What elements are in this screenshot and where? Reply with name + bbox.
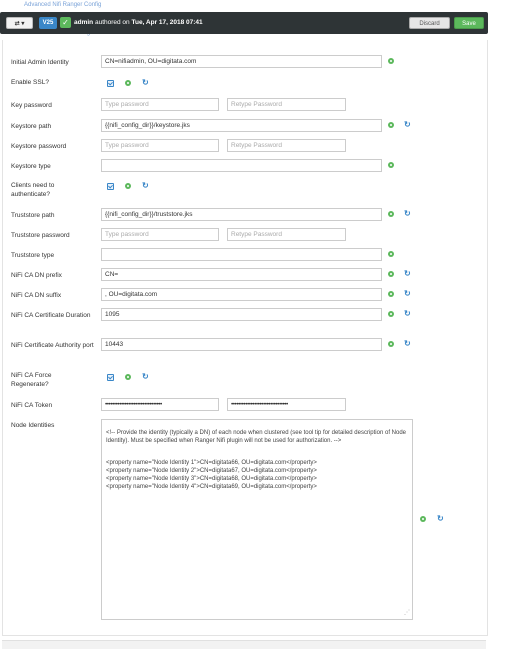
authored-on-text: authored on (94, 19, 130, 26)
version-author-info (74, 17, 203, 29)
keystore-path-input[interactable]: {{nifi_config_dir}}/keystore.jks (101, 119, 382, 132)
refresh-icon[interactable]: ↻ (404, 289, 411, 298)
add-property-icon[interactable] (388, 311, 394, 317)
node-identity-line: <property name="Node Identity 4">CN=digitata69, OU=digitata.com</property> (106, 484, 317, 490)
refresh-icon[interactable]: ↻ (404, 269, 411, 278)
initial-admin-identity-label: Initial Admin Identity (11, 59, 69, 66)
node-identity-line: <property name="Node Identity 2">CN=digitata67, OU=digitata.com</property> (106, 468, 317, 474)
key-password-input[interactable]: Type password (101, 98, 219, 111)
clients-authenticate-checkbox-icon[interactable] (107, 183, 114, 190)
refresh-icon[interactable]: ↻ (404, 309, 411, 318)
truststore-type-input[interactable] (101, 248, 382, 261)
ca-dn-prefix-label: NiFi CA DN prefix (11, 272, 62, 279)
key-password-retype-input[interactable]: Retype Password (227, 98, 346, 111)
refresh-icon[interactable]: ↻ (404, 339, 411, 348)
keystore-password-retype-input[interactable]: Retype Password (227, 139, 346, 152)
clients-authenticate-label: Clients need to authenticate? (11, 182, 55, 198)
keystore-path-label: Keystore path (11, 123, 52, 130)
ca-dn-suffix-label: NiFi CA DN suffix (11, 292, 62, 299)
node-identity-line: <property name="Node Identity 3">CN=digitata68, OU=digitata.com</property> (106, 476, 317, 482)
ca-dn-suffix-input[interactable]: , OU=digitata.com (101, 288, 382, 301)
add-property-icon[interactable] (388, 211, 394, 217)
save-button[interactable]: Save (454, 17, 484, 29)
truststore-password-retype-input[interactable]: Retype Password (227, 228, 346, 241)
ca-cert-duration-input[interactable]: 1095 (101, 308, 382, 321)
node-identities-textarea[interactable] (101, 419, 413, 620)
initial-admin-identity-input[interactable]: CN=nifiadmin, OU=digitata.com (101, 55, 382, 68)
refresh-icon[interactable]: ↻ (437, 514, 444, 523)
enable-ssl-label: Enable SSL? (11, 79, 49, 86)
authored-date: Tue, Apr 17, 2018 07:41 (131, 19, 203, 26)
ca-token-input[interactable]: •••••••••••••••••••••••••••••••• (101, 398, 219, 411)
current-version-check-icon: ✓ (60, 17, 71, 28)
add-property-icon[interactable] (125, 374, 131, 380)
key-password-label: Key password (11, 102, 52, 109)
ca-token-retype-input[interactable]: •••••••••••••••••••••••••••••••• (227, 398, 346, 411)
add-property-icon[interactable] (420, 516, 426, 522)
node-identity-line: <property name="Node Identity 1">CN=digitata66, OU=digitata.com</property> (106, 460, 317, 466)
ca-force-regenerate-label: NiFi CA Force Regenerate? (11, 372, 52, 388)
truststore-path-input[interactable]: {{nifi_config_dir}}/truststore.jks (101, 208, 382, 221)
node-identities-label: Node Identities (11, 422, 55, 429)
refresh-icon[interactable]: ↻ (142, 181, 149, 190)
add-property-icon[interactable] (388, 162, 394, 168)
keystore-type-input[interactable] (101, 159, 382, 172)
ca-cert-duration-label: NiFi CA Certificate Duration (11, 312, 91, 319)
node-identities-comment: <!-- Provide the identity (typically a DN) of each node when clustered (see tool tip for detailed description of Node Identity). Must be specified when Ranger Nifi plugin will not be used for authorization. --> (106, 430, 406, 444)
add-property-icon[interactable] (125, 80, 131, 86)
refresh-icon[interactable]: ↻ (404, 209, 411, 218)
version-toolbar (0, 12, 488, 34)
version-badge[interactable]: V25 (39, 17, 57, 29)
ca-dn-prefix-input[interactable]: CN= (101, 268, 382, 281)
add-property-icon[interactable] (388, 271, 394, 277)
add-property-icon[interactable] (388, 291, 394, 297)
keystore-password-input[interactable]: Type password (101, 139, 219, 152)
resize-grip-icon[interactable]: ⋰ (404, 610, 410, 616)
enable-ssl-checkbox-icon[interactable] (107, 80, 114, 87)
refresh-icon[interactable]: ↻ (142, 78, 149, 87)
truststore-type-label: Truststore type (11, 252, 55, 259)
refresh-icon[interactable]: ↻ (404, 120, 411, 129)
refresh-icon[interactable]: ↻ (142, 372, 149, 381)
discard-button[interactable]: Discard (409, 17, 450, 29)
truststore-path-label: Truststore path (11, 212, 55, 219)
cert-authority-port-input[interactable]: 10443 (101, 338, 382, 351)
add-property-icon[interactable] (388, 58, 394, 64)
truststore-password-label: Truststore password (11, 232, 70, 239)
keystore-type-label: Keystore type (11, 163, 51, 170)
keystore-password-label: Keystore password (11, 143, 67, 150)
ca-force-regenerate-checkbox-icon[interactable] (107, 374, 114, 381)
add-property-icon[interactable] (388, 122, 394, 128)
compare-versions-button[interactable]: ⇄ ▾ (6, 17, 33, 29)
add-property-icon[interactable] (125, 183, 131, 189)
ca-token-label: NiFi CA Token (11, 402, 53, 409)
add-property-icon[interactable] (388, 341, 394, 347)
add-property-icon[interactable] (388, 251, 394, 257)
author-name: admin (74, 19, 94, 26)
truststore-password-input[interactable]: Type password (101, 228, 219, 241)
cert-authority-port-label: NiFi Certificate Authority port (11, 342, 94, 349)
advanced-ranger-config-link[interactable]: Advanced Nifi Ranger Config (24, 2, 102, 8)
